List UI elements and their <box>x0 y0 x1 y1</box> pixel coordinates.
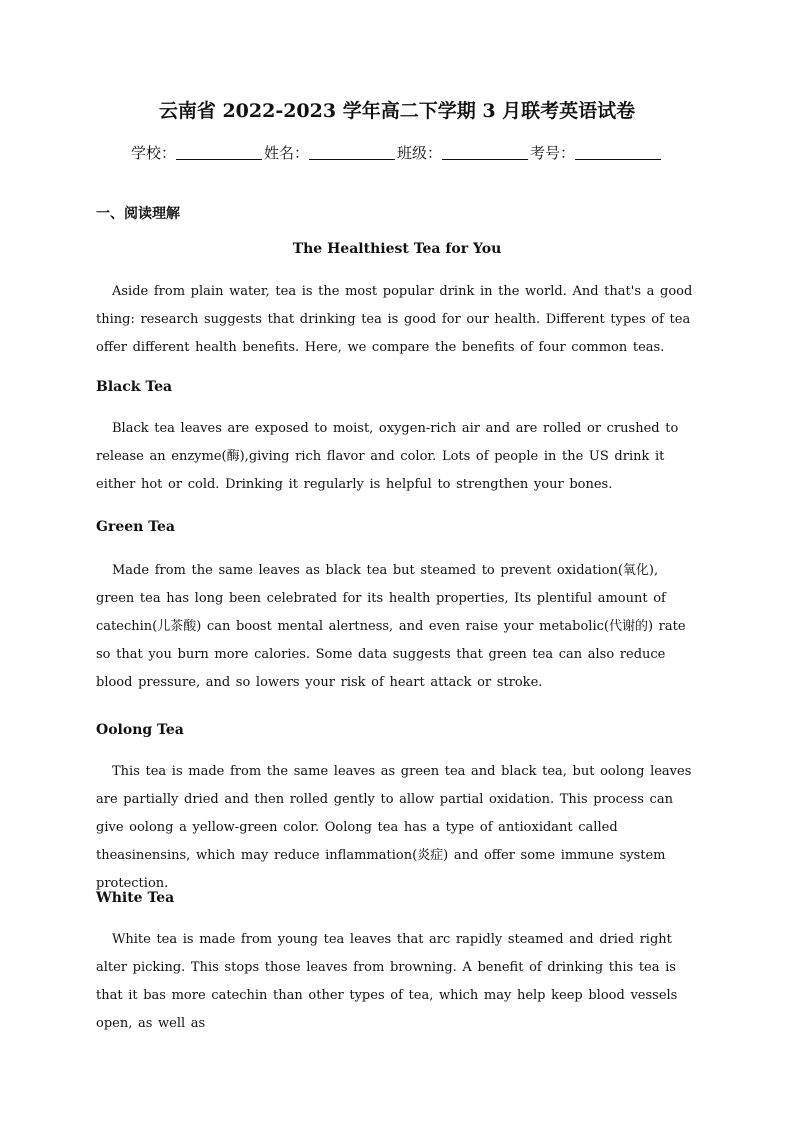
black-tea-heading: Black Tea <box>96 379 173 395</box>
class-blank[interactable] <box>442 145 528 160</box>
exam-title: 云南省 2022-2023 学年高二下学期 3 月联考英语试卷 <box>158 100 636 122</box>
school-field <box>131 142 264 163</box>
oolong-tea-paragraph: This tea is made from the same leaves as green tea and black tea, but oolong leaves are partially dried and then rolled gently to allow partial oxidation. This process can give oolong a yellow-green color. Oolong tea has a type of antioxidant called theasinensins, which may reduce inflammation(炎症) and offer some immune system protection. <box>96 764 692 891</box>
white-tea-paragraph: White tea is made from young tea leaves that arc rapidly steamed and dried right alter picking. This stops those leaves from browning. A benefit of drinking this tea is that it bas more catechin than other types of tea, which may help keep blood vessels open, as well as <box>96 932 678 1031</box>
green-tea-heading: Green Tea <box>96 519 175 535</box>
student-info-row <box>0 142 794 163</box>
exam-number-blank[interactable] <box>575 145 661 160</box>
exam-number-field <box>530 142 663 163</box>
name-blank[interactable] <box>309 145 395 160</box>
name-field <box>264 142 397 163</box>
class-label: 班级： <box>397 144 443 162</box>
intro-paragraph: Aside from plain water, tea is the most popular drink in the world. And that's a good thing: research suggests that drinking tea is good for our health. Different types of tea offer different health benefits. Here, we compare the benefits of four common teas. <box>96 284 693 355</box>
exam-number-label: 考号： <box>530 144 576 162</box>
school-blank[interactable] <box>176 145 262 160</box>
black-tea-paragraph: Black tea leaves are exposed to moist, oxygen-rich air and are rolled or crushed to release an enzyme(酶),giving rich flavor and color. Lots of people in the US drink it either hot or cold. Drinking it regularly is helpful to strengthen your bones. <box>96 421 679 492</box>
class-field <box>397 142 530 163</box>
oolong-tea-heading: Oolong Tea <box>96 722 184 738</box>
white-tea-heading: White Tea <box>96 890 175 906</box>
green-tea-paragraph: Made from the same leaves as black tea but steamed to prevent oxidation(氧化), green tea has long been celebrated for its health properties, Its plentiful amount of catechin(儿茶酸) can boost mental alertness, and even raise your metabolic(代谢的) rate so that you burn more calories. Some data suggests that green tea can also reduce blood pressure, and so lowers your risk of heart attack or stroke. <box>96 563 686 690</box>
school-label: 学校： <box>130 144 176 162</box>
name-label: 姓名： <box>263 144 309 162</box>
passage-title: The Healthiest Tea for You <box>292 241 502 257</box>
section-title: 一、阅读理解 <box>96 206 180 222</box>
